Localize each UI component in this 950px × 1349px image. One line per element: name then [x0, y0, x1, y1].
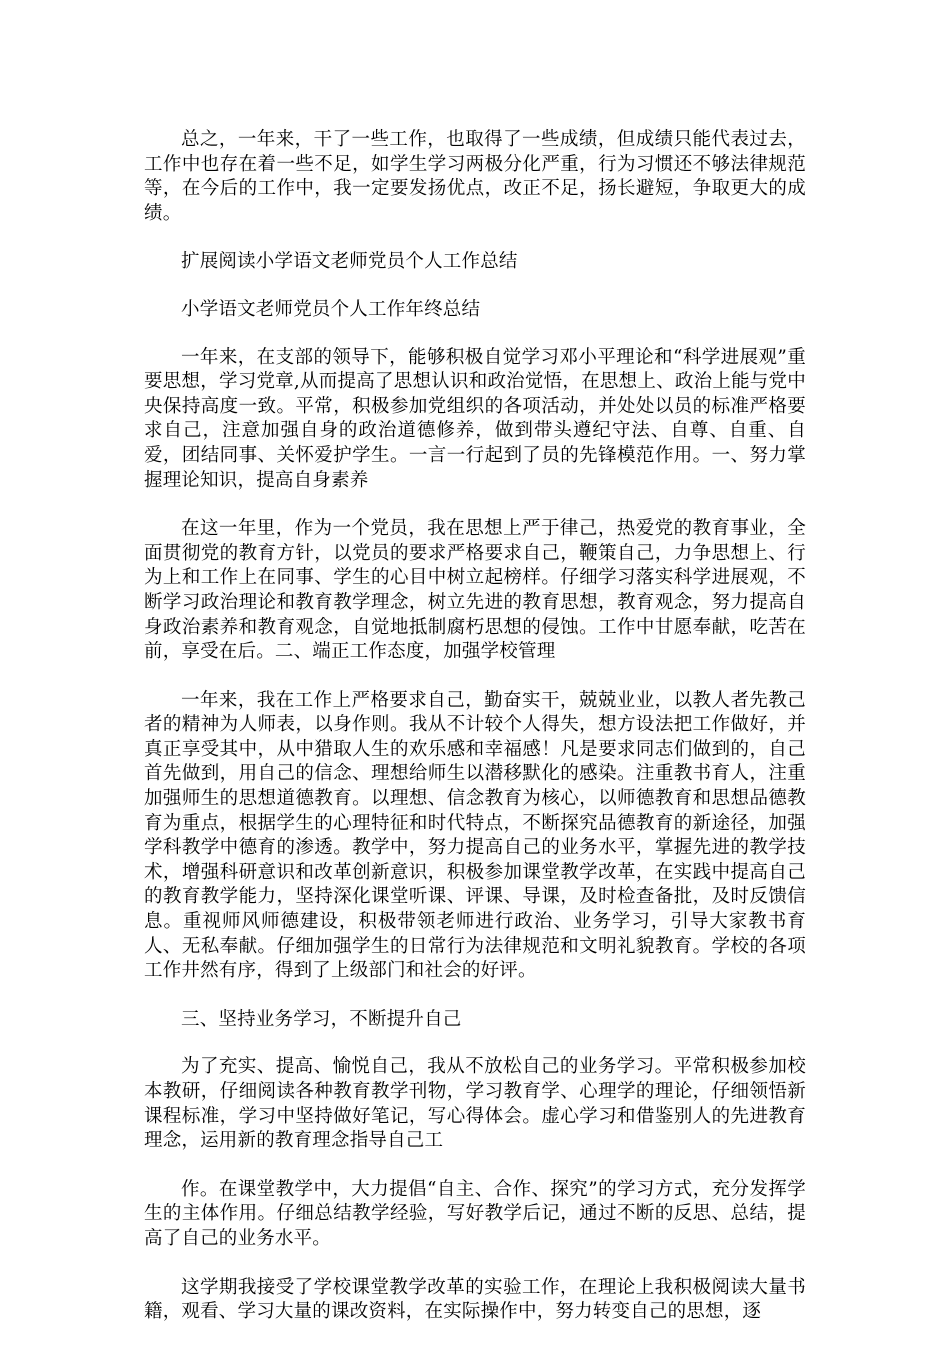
paragraph-business-study: 为了充实、提高、愉悦自己，我从不放松自己的业务学习。平常积极参加校本教研，仔细阅读各种教育教学刊物，学习教育学、心理学的理论，仔细领悟新课程标准，学习中坚持做好笔记，写心得体会。虚心学习和借鉴别人的先进教育理念，运用新的教育理念指导自己工: [144, 1056, 806, 1152]
document-body: [144, 128, 806, 1349]
paragraph-teaching-reform: 这学期我接受了学校课堂教学改革的实验工作，在理论上我积极阅读大量书籍，观看、学习大量的课改资料，在实际操作中，努力转变自己的思想，逐: [144, 1276, 806, 1323]
document-title: 小学语文老师党员个人工作年终总结: [181, 298, 481, 320]
paragraph-work-attitude: 一年来，我在工作上严格要求自己，勤奋实干，兢兢业业，以教人者先教己者的精神为人师表，以身作则。我从不计较个人得失，想方设法把工作做好，并真正享受其中，从中猎取人生的欢乐感和幸福感！凡是要求同志们做到的，自己首先做到，用自己的信念、理想给师生以潜移默化的感染。注重教书育人，注重加强师生的思想道德教育。以理想、信念教育为核心，以师德教育和思想品德教育为重点，根据学生的心理特征和时代特点，不断探究品德教育的新途径，加强学科教学中德育的渗透。教学中，努力提高自己的业务水平，掌握先进的教学技术，增强科研意识和改革创新意识，积极参加课堂教学改革，在实践中提高自己的教育教学能力，坚持深化课堂听课、评课、导课，及时检查备批，及时反馈信息。重视师风师德建设，积极带领老师进行政治、业务学习，引导大家教书育人、无私奉献。仔细加强学生的日常行为法律规范和文明礼貌教育。学校的各项工作井然有序，得到了上级部门和社会的好评。: [144, 689, 806, 982]
paragraph-summary: 总之，一年来，干了一些工作，也取得了一些成绩，但成绩只能代表过去，工作中也存在着一些不足，如学生学习两极分化严重，行为习惯还不够法律规范等，在今后的工作中，我一定要发扬优点，改正不足，扬长避短，争取更大的成绩。: [144, 129, 806, 224]
paragraph-classroom-teaching: 作。在课堂教学中，大力提倡“自主、合作、探究”的学习方式，充分发挥学生的主体作用。仔细总结教学经验，写好教学后记，通过不断的反思、总结，提高了自己的业务水平。: [144, 1178, 806, 1249]
extended-reading-title: 扩展阅读小学语文老师党员个人工作总结: [181, 251, 518, 273]
section-heading-study: 三、坚持业务学习，不断提升自己: [181, 1008, 462, 1030]
paragraph-self-discipline: 在这一年里，作为一个党员，我在思想上严于律己，热爱党的教育事业，全面贯彻党的教育方针，以党员的要求严格要求自己，鞭策自己，力争思想上、行为上和工作上在同事、学生的心目中树立起榜样。仔细学习落实科学进展观，不断学习政治理论和教育教学理念，树立先进的教育思想，教育观念，努力提高自身政治素养和教育观念，自觉地抵制腐朽思想的侵蚀。工作中甘愿奉献，吃苦在前，享受在后。二、端正工作态度，加强学校管理: [144, 518, 806, 663]
paragraph-party-study: 一年来，在支部的领导下，能够积极自觉学习邓小平理论和“科学进展观”重要思想，学习党章,从而提高了思想认识和政治觉悟，在思想上、政治上能与党中央保持高度一致。平常，积极参加党组织的各项活动，并处处以员的标准严格要求自己，注意加强自身的政治道德修养，做到带头遵纪守法、自尊、自重、自爱，团结同事、关怀爱护学生。一言一行起到了员的先锋模范作用。一、努力掌握理论知识，提高自身素养: [144, 346, 806, 491]
